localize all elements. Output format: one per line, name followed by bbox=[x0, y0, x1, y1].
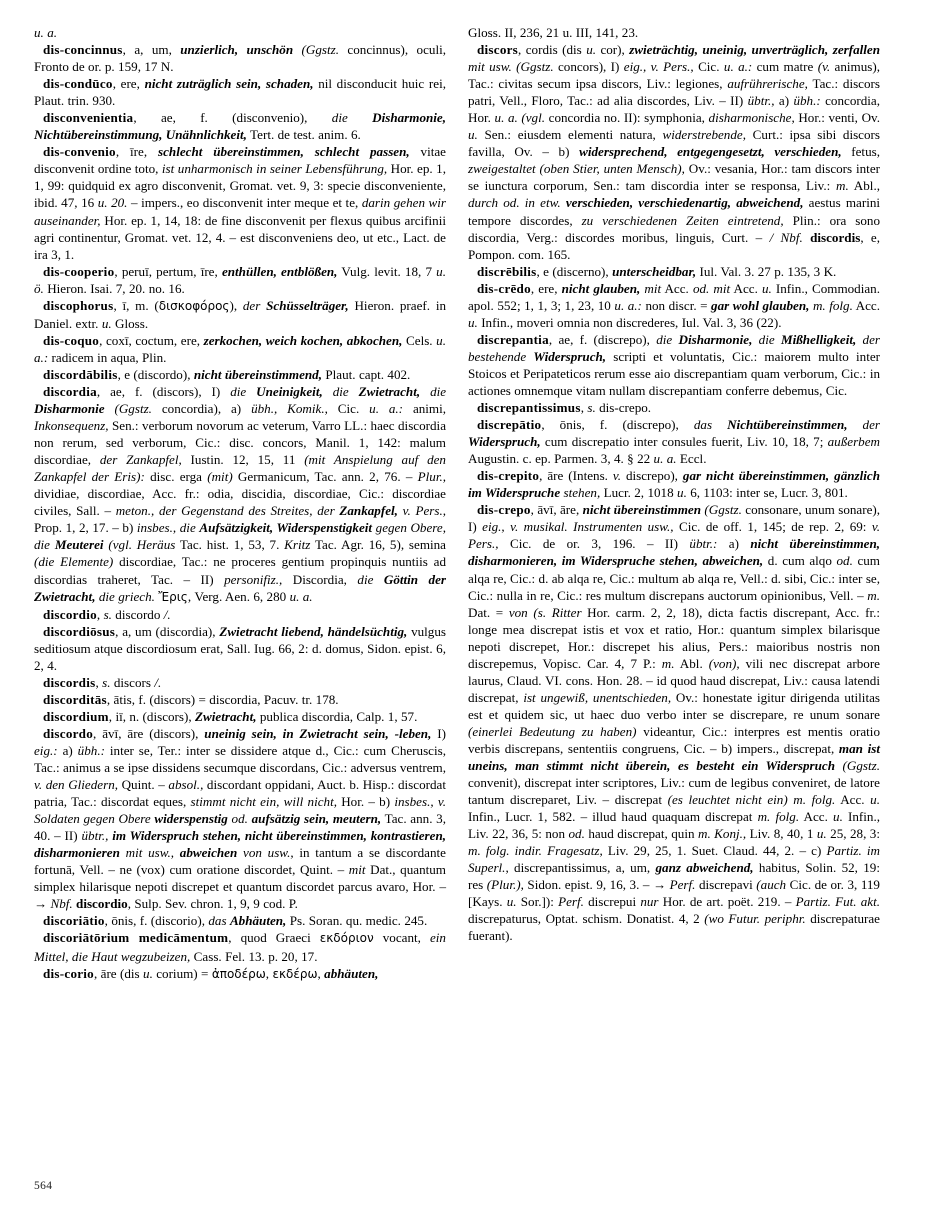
dictionary-entry: discordis, s. discors /. bbox=[43, 674, 162, 690]
dictionary-entry: dis-cooperio, peruī, pertum, īre, enthüllen, entblößen, Vulg. levit. 18, 7 u. ö. Hieron. Isai. 7, 20. no. 16. bbox=[34, 263, 446, 296]
right-column-lead-fragment: Gloss. II, 236, 21 u. III, 141, 23. bbox=[468, 25, 639, 40]
left-column-lead-fragment: u. a. bbox=[34, 25, 58, 40]
dictionary-entry: dis-crepo, āvī, āre, nicht übereinstimmen (Ggstz. consonare, unum sonare), I) eig., v. musikal. Instrumenten usw., Cic. de off. 1, 145; de rep. 2, 69: v. Pers., Cic. de or. 3, 196. – II) übtr.: a) nicht übereinstimmen, disharmonieren, im Widerspruche stehen, abweichen, d. cum alqo od. cum alqa re, Cic.: d. ab alqa re, Cic.: multum ab alqa re, Vell.: d. sibi, Cic.: inter se, Cic.: nulla in re, Cic.: res multum discrepans auctorum opinionibus, Vell. – m. Dat. = von (s. Ritter Hor. carm. 2, 2, 18), dicta factis discrepant, Acc. fr.: longe mea discrepat istis et vox et ratio, Hor.: quantum simplex bilarisque nepoti discrepet, Hor.: discrepet his alius, Pers.: maioribus nostris non discrepemus, Vopisc. Car. 4, 7 P.: m. Abl. (von), vili nec discrepat arbore laurus, Claud. VI. cons. Hon. 28. – id quod haud discrepat, Liv.: causa latendi discrepat, ist ungewiß, unentschieden, Ov.: honestate igitur dirigenda utilitas est et quidem sic, ut haec duo verbo inter se discrepare, re unum sonare (einerlei Bedeutung zu haben) videantur, Cic.: interpres est mentis oratio verbis discrepans, sententiis congruens, Cic. – b) impers., discrepat, man ist uneins, man stimmt nicht überein, es besteht ein Widerspruch (Ggstz. convenit), discrepat inter scriptores, Liv.: cum de legibus conveniret, de latore tantum discreparet, Liv. – discrepat (es leuchtet nicht ein) m. folg. Acc. u. Infin., Lucr. 1, 582. – illud haud quaquam discrepat m. folg. Acc. u. Infin., Liv. 22, 36, 5: non od. haud discrepat, quin m. Konj., Liv. 8, 40, 1 u. 25, 28, 3: m. folg. indir. Fragesatz, Liv. 29, 25, 1. Suet. Claud. 44, 2. – c) Partiz. im Superl., discrepantissimus, a, um, ganz abweichend, habitus, Solin. 52, 19: res (Plur.), Sidon. epist. 9, 16, 3. – → Perf. discrepavi (auch Cic. de or. 3, 119 [Kays. u. Sor.]): Perf. discrepui nur Hor. de art. poët. 219. – Partiz. Fut. akt. discrepaturus, Optat. schism. Donatist. 4, 2 (wo Futur. periphr. discrepaturae fuerant). bbox=[468, 502, 881, 944]
dictionary-entry: dis-convenio, īre, schlecht übereinstimmen, schlecht passen, vitae disconvenit ordine toto, ist unharmonisch in seiner Lebensführung, Hor. ep. 1, 1, 99: quidquid ex agro disconvenit, Gromat. vet. 9, 3: specie disconveniente, ibid. 47, 16 u. 20. – impers., eo disconvenit inter meque et te, darin gehen wir auseinander, Hor. ep. 1, 14, 18: de fine disconvenit per flexus quibus arcifinii agri continentur, Gromat. vet. 12, 4. – est disconveniens deo, ut etc., Lact. de ira 3, 1. bbox=[34, 144, 446, 262]
dictionary-entry: dis-coquo, coxī, coctum, ere, zerkochen, weich kochen, abkochen, Cels. u. a.: radicem in aqua, Plin. bbox=[34, 332, 446, 365]
dictionary-entry: discorditās, ātis, f. (discors) = discordia, Pacuv. tr. 178. bbox=[43, 691, 339, 707]
page-number: 564 bbox=[34, 1180, 53, 1192]
dictionary-entry: discrēbilis, e (discerno), unterscheidbar, Iul. Val. 3. 27 p. 135, 3 K. bbox=[477, 263, 837, 279]
dictionary-entry: dis-crēdo, ere, nicht glauben, mit Acc. od. mit Acc. u. Infin., Commodian. apol. 552; 1, 1, 3; 1, 23, 10 u. a.: non discr. = gar wohl glauben, m. folg. Acc. u. Infin., moveri omnia non discrederes, Iul. Val. 3, 36 (22). bbox=[468, 280, 881, 330]
dictionary-entry: dis-crepito, āre (Intens. v. discrepo), gar nicht übereinstimmen, gänzlich im Widerspruche stehen, Lucr. 2, 1018 u. 6, 1103: inter se, Lucr. 3, 801. bbox=[468, 468, 880, 501]
dictionary-entry: discrepātio, ōnis, f. (discrepo), das Nichtübereinstimmen, der Widerspruch, cum discrepatio inter consules fuerit, Liv. 10, 18, 7; außerbem Augustin. c. ep. Parmen. 3, 4. § 22 u. a. Eccl. bbox=[468, 417, 881, 467]
dictionary-entry: discordium, iī, n. (discors), Zwietracht, publica discordia, Calp. 1, 57. bbox=[43, 708, 418, 724]
dictionary-entry: discordia, ae, f. (discors), I) die Uneinigkeit, die Zwietracht, die Disharmonie (Ggstz. concordia), a) übh., Komik., Cic. u. a.: animi, Inkonsequenz, Sen.: verborum novorum ac veterum, Varro LL.: haec discordia non rerum, sed verborum, Cic.: disc. concors, Manil. 1, 142: malum discordiae, der Zankapfel, Iustin. 12, 15, 11 (mit Anspielung auf den Zankapfel der Eris): disc. erga (mit) Germanicum, Tac. ann. 2, 76. – Plur., dividiae, discordiae, Acc. fr.: odia, discidia, discordiae, Cic.: discordiae civiles, Sall. – meton., der Gegenstand des Streites, der Zankapfel, v. Pers., Prop. 1, 2, 17. – b) insbes., die Aufsätzigkeit, Widerspenstigkeit gegen Obere, die Meuterei (vgl. Heräus Tac. hist. 1, 53, 7. Kritz Tac. Agr. 16, 5), semina (die Elemente) discordiae, Tac.: ne proceres gentium propinquis nuntiis ad discordias traheret, Tac. – II) personifiz., Discordia, die Göttin der Zwietracht, die griech. Ἔρις, Verg. Aen. 6, 280 u. a. bbox=[34, 383, 447, 604]
dictionary-entry: dis-concinnus, a, um, unzierlich, unschön (Ggstz. concinnus), oculi, Fronto de or. p. 159, 17 N. bbox=[34, 42, 446, 75]
dictionary-entry: disconvenientia, ae, f. (disconvenio), die Disharmonie, Nichtübereinstimmung, Unähnlichkeit, Tert. de test. anim. 6. bbox=[34, 110, 447, 143]
dictionary-entry: discoriātōrium medicāmentum, quod Graeci εκδόριον vocant, ein Mittel, die Haut wegzubeizen, Cass. Fel. 13. p. 20, 17. bbox=[34, 930, 446, 964]
left-column bbox=[34, 24, 446, 983]
dictionary-entry: discrepantissimus, s. dis-crepo. bbox=[477, 400, 652, 416]
dictionary-entry: discordiōsus, a, um (discordia), Zwietracht liebend, händelsüchtig, vulgus seditiosum atque discordiosum erat, Sall. Iug. 66, 2: d. domus, Sidon. epist. 6, 2, 4. bbox=[34, 623, 446, 673]
dictionary-entry: discordābilis, e (discordo), nicht übereinstimmend, Plaut. capt. 402. bbox=[43, 366, 411, 382]
dictionary-entry: discrepantia, ae, f. (discrepo), die Disharmonie, die Mißhelligkeit, der bestehende Widerspruch, scripti et voluntatis, Cic.: maiorem multo inter Stoicos et Peripateticos rerum esse aio discrepantiam quam verborum, Cic.: in actiones omnemque vitam nullam discrepantiam conferre debemus, Cic. bbox=[468, 331, 881, 398]
page-columns bbox=[34, 24, 901, 1159]
dictionary-entry: discoriātio, ōnis, f. (discorio), das Abhäuten, Ps. Soran. qu. medic. 245. bbox=[43, 913, 428, 929]
dictionary-entry: discophorus, ī, m. (δισκοφόρος), der Schüsselträger, Hieron. praef. in Daniel. extr. u. Gloss. bbox=[34, 297, 447, 331]
dictionary-entry: discordio, s. discordo /. bbox=[43, 606, 171, 622]
dictionary-entry: dis-corio, āre (dis u. corium) = ἀποδέρω, εκδέρω, abhäuten, bbox=[43, 965, 379, 981]
dictionary-entry: dis-condūco, ere, nicht zuträglich sein, schaden, nil disconducit huic rei, Plaut. trin. 930. bbox=[34, 76, 446, 109]
dictionary-entry: discors, cordis (dis u. cor), zwieträchtig, uneinig, unverträglich, zerfallen mit usw. (Ggstz. concors), I) eig., v. Pers., Cic. u. a.: cum matre (v. animus), Tac.: civitas secum ipsa discors, Liv.: legiones, aufrührerische, Tac.: discors patri, Vell., Floro, Tac.: ad alia discordes, Liv. – II) übtr., a) übh.: concordia, Hor. u. a. (vgl. concordia no. II): symphonia, disharmonische, Hor.: venti, Ov. u. Sen.: eiusdem elementi natura, widerstrebende, Curt.: ipsa sibi discors favilla, Ov. – b) widersprechend, entgegengesetzt, verschieden, fetus, zweigestaltet (oben Stier, unten Mensch), Ov.: vesania, Hor.: tam discors inter se iunctura corporum, Sen.: tam discordia inter se responsa, Liv.: m. Abl., durch od. in etw. verschieden, verschiedenartig, abweichend, aestus marini tempore discordes, zu verschiedenen Zeiten eintretend, Plin.: ora sono discordia, Verg.: discordes moribus, linguis, Curt. – / Nbf. discordis, e, Pompon. com. 165. bbox=[468, 42, 881, 262]
right-column bbox=[468, 24, 880, 945]
dictionary-entry: discordo, āvī, āre (discors), uneinig sein, in Zwietracht sein, -leben, I) eig.: a) übh.: inter se, Ter.: inter se dissidere atque d., Cic.: cum Cheruscis, Tac.: animus a se ipse dissidens secumque discordans, Cic.: adversus ventrem, v. den Gliedern, Quint. – absol., discordant oppidani, Auct. b. Hisp.: discordat patria, Tac.: discordat eques, stimmt nicht ein, will nicht, Hor. – b) insbes., v. Soldaten gegen Obere widerspenstig od. aufsätzig sein, meutern, Tac. ann. 3, 40. – II) übtr., im Widerspruch stehen, nicht übereinstimmen, kontrastieren, disharmonieren mit usw., abweichen von usw., in tantum a se discordante fortunā, Vell. – ne (vox) cum oratione discordet, Quint. – mit Dat., quantum simplex hilarisque nepoti discrepet et quantum discordet parcus avaro, Hor. – → Nbf. discordio, Sulp. Sev. chron. 1, 9, 9 cod. P. bbox=[34, 725, 447, 912]
